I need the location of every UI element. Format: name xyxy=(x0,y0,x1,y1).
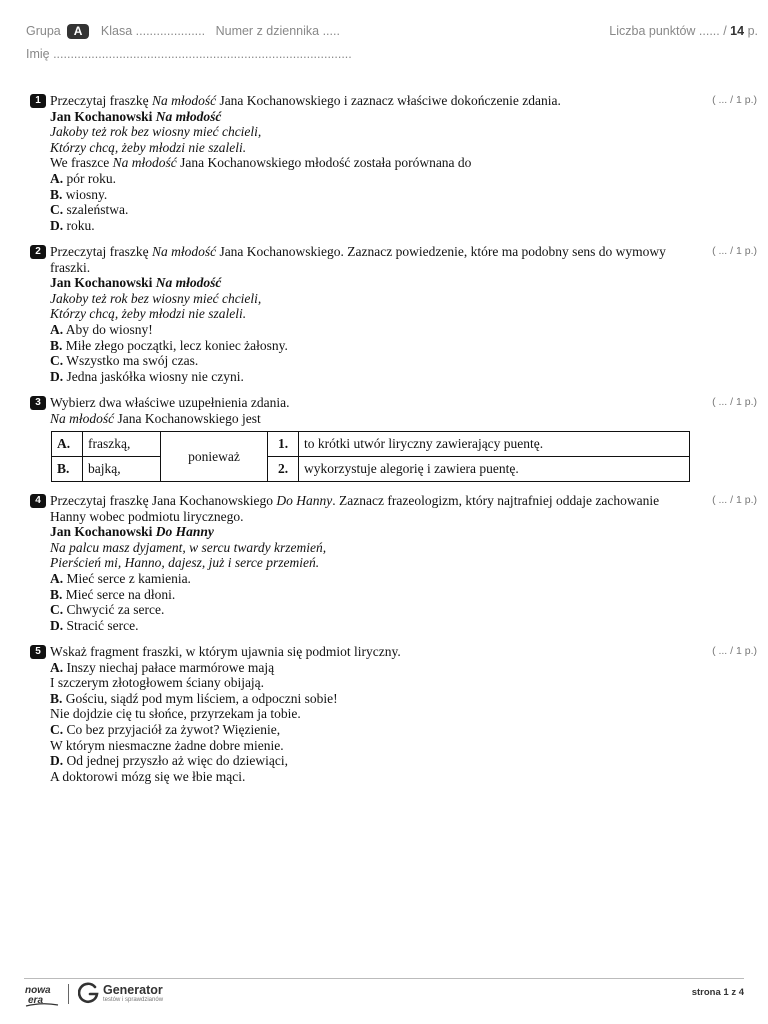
generator-subtitle: testów i sprawdzianów xyxy=(103,997,164,1003)
grupa-badge: A xyxy=(67,24,90,39)
answer-option[interactable]: D. roku. xyxy=(50,217,95,233)
poem-verse: Którzy chcą, żeby młodzi nie szaleli. xyxy=(50,139,247,155)
connector-word: ponieważ xyxy=(161,432,268,482)
choice-text[interactable]: bajką, xyxy=(83,457,161,482)
poem-verse: Na palcu masz dyjament, w sercu twardy krzemień, xyxy=(50,539,327,555)
answer-option[interactable]: A. Mieć serce z kamienia. xyxy=(50,570,191,586)
score-total: 14 xyxy=(730,24,745,38)
generator-title: Generator xyxy=(103,983,163,997)
poem-verse: Jakoby też rok bez wiosny mieć chcieli, xyxy=(50,290,262,306)
page-number: strona 1 z 4 xyxy=(691,987,744,998)
task-instruction: Przeczytaj fraszkę Na młodość Jana Kochanowskiego i zaznacz właściwe dokończenie zdania. xyxy=(50,93,561,108)
answer-option[interactable]: B. Gościu, siądź pod mym liściem, a odpoczni sobie! Nie dojdzie cię tu słońce, przyrzekam ja tobie. xyxy=(50,690,338,722)
generator-g-icon xyxy=(78,982,100,1004)
score-label: Liczba punktów ...... / xyxy=(609,24,727,38)
answer-option[interactable]: A. pór roku. xyxy=(50,170,116,186)
imie-field: Imię ...................................................................................... xyxy=(26,47,352,61)
poem-verse: Jakoby też rok bez wiosny mieć chcieli, xyxy=(50,124,262,140)
score-unit: p. xyxy=(747,24,758,38)
task-instruction: Wskaż fragment fraszki, w którym ujawnia się podmiot liryczny. xyxy=(50,644,401,659)
task-1 xyxy=(30,93,760,233)
answer-option[interactable]: C. szaleństwa. xyxy=(50,202,129,218)
poem-verse: Którzy chcą, żeby młodzi nie szaleli. xyxy=(50,306,247,322)
answer-option[interactable]: B. Mieć serce na dłoni. xyxy=(50,586,176,602)
poem-verse: Pierścień mi, Hanno, dajesz, już i serce przemień. xyxy=(50,555,320,571)
answer-option[interactable]: C. Co bez przyjaciół za żywot? Więzienie, W którym niesmaczne żadne dobre mienie. xyxy=(50,721,284,753)
task-instruction: Przeczytaj fraszkę Jana Kochanowskiego Do Hanny. Zaznacz frazeologizm, który najtrafniej oddaje zachowanie Hanny wobec podmiotu lirycznego. xyxy=(50,493,660,524)
table-row xyxy=(52,457,690,482)
poem-heading: Jan Kochanowski Na młodość xyxy=(50,275,222,291)
task-number: 5 xyxy=(30,645,46,659)
nowa-era-logo xyxy=(24,982,60,1008)
answer-option[interactable]: C. Chwycić za serce. xyxy=(50,602,165,618)
poem-heading: Jan Kochanowski Do Hanny xyxy=(50,524,214,540)
choice-text[interactable]: to krótki utwór liryczny zawierający puentę. xyxy=(299,432,690,457)
task-4 xyxy=(30,493,760,633)
svg-text:nowa: nowa xyxy=(25,985,51,996)
task-points: ( ... / 1 p.) xyxy=(712,94,757,106)
choice-number[interactable]: 2. xyxy=(268,457,299,482)
choice-text[interactable]: wykorzystuje alegorię i zawiera puentę. xyxy=(299,457,690,482)
answer-option[interactable]: B. Miłe złego początki, lecz koniec żałosny. xyxy=(50,337,288,353)
task-number: 1 xyxy=(30,94,46,108)
sheet-header xyxy=(26,24,758,40)
choice-number[interactable]: 1. xyxy=(268,432,299,457)
answer-option[interactable]: A. Inszy niechaj pałace marmórowe mają I szczerym złotogłowem ściany obijają. xyxy=(50,659,275,691)
score-field xyxy=(609,24,758,38)
numer-field: Numer z dziennika ..... xyxy=(215,24,340,38)
task-instruction: Przeczytaj fraszkę Na młodość Jana Kochanowskiego. Zaznacz powiedzenie, które ma podobny sens do wymowy fraszki. xyxy=(50,244,666,275)
task-number: 2 xyxy=(30,245,46,259)
task-number: 3 xyxy=(30,396,46,410)
task-points: ( ... / 1 p.) xyxy=(712,645,757,657)
choice-table xyxy=(51,431,690,482)
task-number: 4 xyxy=(30,494,46,508)
choice-letter[interactable]: A. xyxy=(52,432,83,457)
answer-option[interactable]: D. Jedna jaskółka wiosny nie czyni. xyxy=(50,368,244,384)
task-5 xyxy=(30,644,760,784)
logo-separator xyxy=(68,984,69,1004)
task-points: ( ... / 1 p.) xyxy=(712,396,757,408)
footer-divider xyxy=(24,978,744,979)
task-instruction: Wybierz dwa właściwe uzupełnienia zdania. xyxy=(50,395,290,410)
grupa-label: Grupa xyxy=(26,24,61,38)
answer-option[interactable]: A. Aby do wiosny! xyxy=(50,321,153,337)
task-2 xyxy=(30,244,760,384)
choice-text[interactable]: fraszką, xyxy=(83,432,161,457)
choice-letter[interactable]: B. xyxy=(52,457,83,482)
answer-option[interactable]: B. wiosny. xyxy=(50,186,108,202)
svg-text:era: era xyxy=(28,995,44,1006)
task-question: We fraszce Na młodość Jana Kochanowskiego młodość została porównana do xyxy=(50,155,472,171)
answer-option[interactable]: D. Stracić serce. xyxy=(50,617,139,633)
task-3 xyxy=(30,395,760,482)
task-question: Na młodość Jana Kochanowskiego jest xyxy=(50,410,261,426)
answer-option[interactable]: D. Od jednej przyszło aż więc do dziewiąci, A doktorowi mózg się we łbie mąci. xyxy=(50,753,289,784)
klasa-field: Klasa .................... xyxy=(100,24,206,38)
answer-option[interactable]: C. Wszystko ma swój czas. xyxy=(50,353,199,369)
task-points: ( ... / 1 p.) xyxy=(712,494,757,506)
task-points: ( ... / 1 p.) xyxy=(712,245,757,257)
poem-heading: Jan Kochanowski Na młodość xyxy=(50,108,222,124)
table-row xyxy=(52,432,690,457)
